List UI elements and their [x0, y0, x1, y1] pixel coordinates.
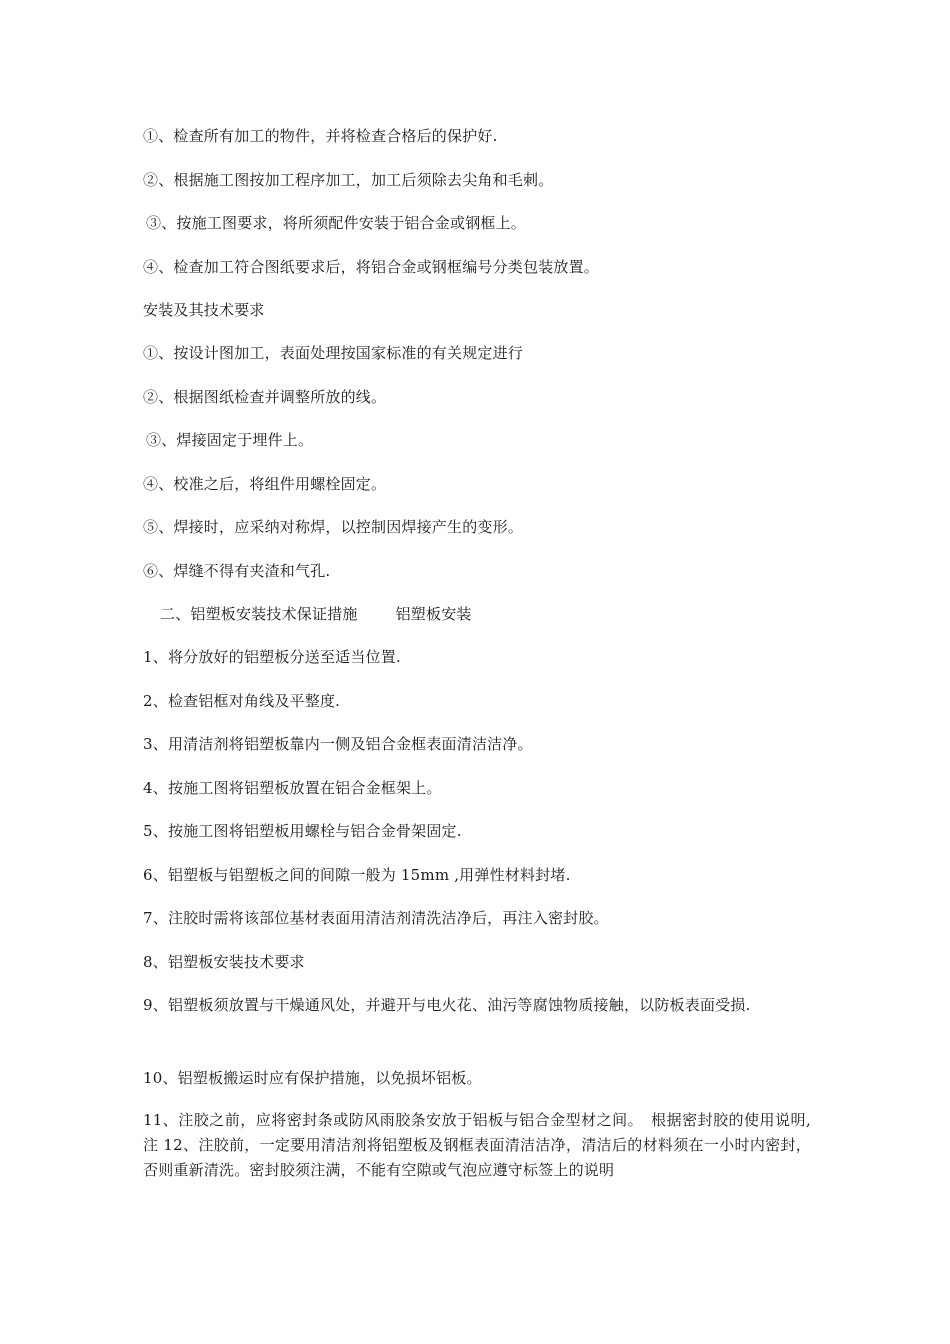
list-item: 10、铝塑板搬运时应有保护措施，以免损坏铝板。 — [143, 1069, 482, 1087]
text-line: ①、按设计图加工，表面处理按国家标准的有关规定进行 — [143, 344, 524, 362]
list-item: 3、用清洁剂将铝塑板靠内一侧及铝合金框表面清洁洁净。 — [143, 735, 533, 753]
list-item: 2、检查铝框对角线及平整度. — [143, 692, 341, 710]
text-line: ①、检查所有加工的物件，并将检查合格后的保护好. — [143, 127, 498, 145]
list-item: 8、铝塑板安装技术要求 — [143, 953, 305, 971]
list-item: 1、将分放好的铝塑板分送至适当位置. — [143, 648, 401, 666]
text-line: ⑤、焊接时，应采纳对称焊，以控制因焊接产生的变形。 — [143, 518, 524, 536]
text-line: ③、焊接固定于埋件上。 — [146, 431, 314, 449]
list-item: 4、按施工图将铝塑板放置在铝合金框架上。 — [143, 779, 442, 797]
text-line: ②、根据图纸检查并调整所放的线。 — [143, 388, 387, 406]
text-line: ⑥、焊缝不得有夹渣和气孔. — [143, 562, 331, 580]
text-line: ②、根据施工图按加工程序加工，加工后须除去尖角和毛刺。 — [143, 171, 554, 189]
list-item: 6、铝塑板与铝塑板之间的间隙一般为 15mm ,用弹性材料封堵. — [143, 866, 571, 884]
section-subheading: 铝塑板安装 — [395, 605, 472, 623]
list-item: 5、按施工图将铝塑板用螺栓与铝合金骨架固定. — [143, 822, 462, 840]
text-line: ④、检查加工符合图纸要求后，将铝合金或钢框编号分类包装放置。 — [143, 258, 600, 276]
section-heading-row — [160, 604, 472, 624]
text-line: ④、校准之后，将组件用螺栓固定。 — [143, 475, 387, 493]
text-line: ③、按施工图要求，将所须配件安装于铝合金或钢框上。 — [146, 214, 527, 232]
subsection-heading: 安装及其技术要求 — [143, 301, 265, 319]
list-item: 7、注胶时需将该部位基材表面用清洁剂清洗洁净后，再注入密封胶。 — [143, 909, 609, 927]
paragraph: 11、注胶之前，应将密封条或防风雨胶条安放于铝板与铝合金型材之间。 根据密封胶的使用说明,注 12、注胶前，一定要用清洁剂将铝塑板及钢框表面清洁洁净，清洁后的材料须在一小时内密封，否则重新清洗。密封胶须注满，不能有空隙或气泡应遵守标签上的说明 — [143, 1111, 811, 1179]
section-heading: 二、铝塑板安装技术保证措施 — [160, 605, 358, 623]
list-item: 9、铝塑板须放置与干燥通风处，并避开与电火花、油污等腐蚀物质接触，以防板表面受损. — [143, 996, 751, 1014]
